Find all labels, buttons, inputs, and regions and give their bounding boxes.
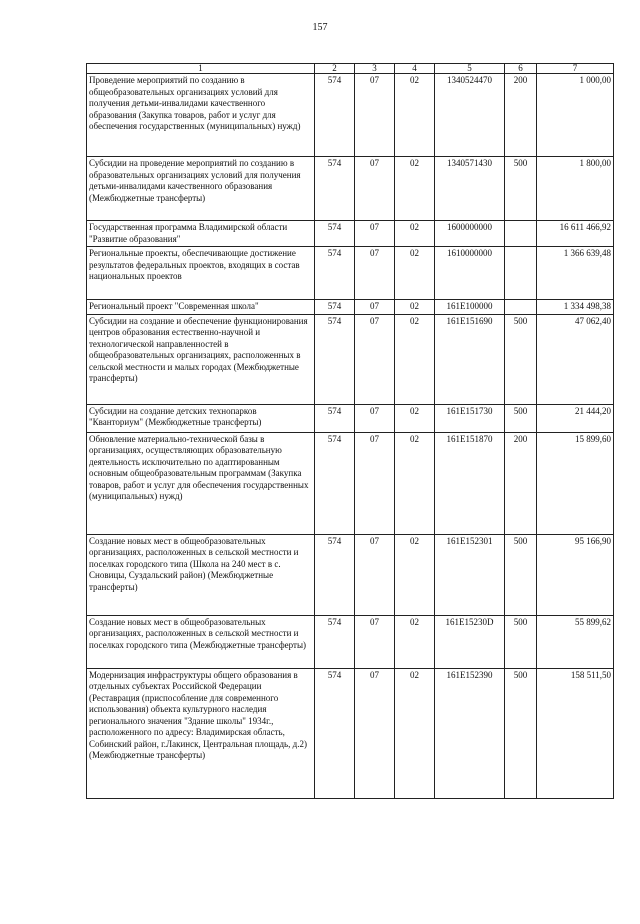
row-amount: 15 899,60 (537, 432, 614, 534)
row-code-3: 07 (355, 157, 395, 221)
page-number: 157 (312, 22, 328, 33)
table-row (87, 668, 614, 798)
table-row (87, 432, 614, 534)
row-code-6: 200 (505, 432, 537, 534)
row-amount: 21 444,20 (537, 404, 614, 432)
row-amount: 1 334 498,38 (537, 300, 614, 315)
row-code-3: 07 (355, 221, 395, 247)
row-code-5: 161E100000 (435, 300, 505, 315)
row-code-5: 161E151730 (435, 404, 505, 432)
col-header-6: 6 (505, 64, 537, 74)
row-amount: 158 511,50 (537, 668, 614, 798)
row-code-2: 574 (315, 404, 355, 432)
row-code-2: 574 (315, 157, 355, 221)
row-name: Субсидии на создание детских технопарков "Кванториум" (Межбюджетные трансферты) (87, 404, 315, 432)
row-name: Государственная программа Владимирской области "Развитие образования" (87, 221, 315, 247)
row-code-3: 07 (355, 534, 395, 615)
row-code-6: 500 (505, 314, 537, 404)
row-name: Обновление материально-технической базы в организациях, осуществляющих образовательную деятельность исключительно по адаптированным основным общеобразовательным программам (Закупка товаров, работ и услуг для обеспечения государственных (муниципальных) нужд) (87, 432, 315, 534)
row-code-6: 500 (505, 404, 537, 432)
row-code-3: 07 (355, 668, 395, 798)
row-code-4: 02 (395, 432, 435, 534)
row-name: Создание новых мест в общеобразовательных организациях, расположенных в сельской местности и поселках городского типа (Школа на 240 мест в с. Сновицы, Суздальский район) (Межбюджетные трансферты) (87, 534, 315, 615)
row-code-3: 07 (355, 314, 395, 404)
row-name: Субсидии на создание и обеспечение функционирования центров образования естественно-научной и технологической направленностей в общеобразовательных организациях, расположенных в сельской местности и малых городах (Межбюджетные трансферты) (87, 314, 315, 404)
row-code-4: 02 (395, 314, 435, 404)
row-code-5: 161E151870 (435, 432, 505, 534)
col-header-1: 1 (87, 64, 315, 74)
row-code-2: 574 (315, 615, 355, 668)
row-code-5: 1600000000 (435, 221, 505, 247)
row-code-5: 1610000000 (435, 247, 505, 300)
row-code-5: 161E151690 (435, 314, 505, 404)
row-amount: 95 166,90 (537, 534, 614, 615)
row-code-2: 574 (315, 247, 355, 300)
row-code-2: 574 (315, 432, 355, 534)
row-code-3: 07 (355, 300, 395, 315)
table-row (87, 404, 614, 432)
row-code-6: 500 (505, 157, 537, 221)
row-code-5: 1340524470 (435, 74, 505, 157)
row-code-6 (505, 300, 537, 315)
row-name: Региональный проект "Современная школа" (87, 300, 315, 315)
row-code-4: 02 (395, 247, 435, 300)
row-name: Создание новых мест в общеобразовательных организациях, расположенных в сельской местности и поселках городского типа (Межбюджетные трансферты) (87, 615, 315, 668)
row-code-3: 07 (355, 615, 395, 668)
row-code-6 (505, 247, 537, 300)
row-code-5: 161E152390 (435, 668, 505, 798)
table-row (87, 314, 614, 404)
row-name: Региональные проекты, обеспечивающие достижение результатов федеральных проектов, входящих в состав национальных проектов (87, 247, 315, 300)
row-code-2: 574 (315, 221, 355, 247)
col-header-5: 5 (435, 64, 505, 74)
row-code-2: 574 (315, 314, 355, 404)
row-code-2: 574 (315, 300, 355, 315)
table-row (87, 247, 614, 300)
row-amount: 47 062,40 (537, 314, 614, 404)
row-code-4: 02 (395, 615, 435, 668)
row-code-2: 574 (315, 534, 355, 615)
table-row (87, 74, 614, 157)
row-code-4: 02 (395, 157, 435, 221)
col-header-2: 2 (315, 64, 355, 74)
col-header-7: 7 (537, 64, 614, 74)
row-name: Субсидии на проведение мероприятий по созданию в образовательных организациях условий для получения детьми-инвалидами качественного образования (Межбюджетные трансферты) (87, 157, 315, 221)
row-code-6: 500 (505, 534, 537, 615)
row-code-3: 07 (355, 432, 395, 534)
row-code-2: 574 (315, 74, 355, 157)
row-code-4: 02 (395, 300, 435, 315)
table-row (87, 157, 614, 221)
row-code-4: 02 (395, 404, 435, 432)
table-row (87, 300, 614, 315)
row-code-4: 02 (395, 534, 435, 615)
row-code-6: 200 (505, 74, 537, 157)
row-amount: 1 366 639,48 (537, 247, 614, 300)
row-amount: 1 800,00 (537, 157, 614, 221)
row-code-6 (505, 221, 537, 247)
row-amount: 55 899,62 (537, 615, 614, 668)
row-name: Модернизация инфраструктуры общего образования в отдельных субъектах Российской Федерации (Реставрация (приспособление для современного использования) объекта культурного наследия регионального значения "Здание школы" 1934г., расположенного по адресу: Владимирская область, Собинский район, г.Лакинск, Центральная площадь, д.2) (Межбюджетные трансферты) (87, 668, 315, 798)
row-name: Проведение мероприятий по созданию в общеобразовательных организациях условий для получения детьми-инвалидами качественного образования (Закупка товаров, работ и услуг для обеспечения государственных (муниципальных) нужд) (87, 74, 315, 157)
table-row (87, 221, 614, 247)
row-code-5: 161E152301 (435, 534, 505, 615)
column-number-row (87, 64, 614, 74)
row-code-3: 07 (355, 247, 395, 300)
row-amount: 16 611 466,92 (537, 221, 614, 247)
row-code-2: 574 (315, 668, 355, 798)
row-code-5: 1340571430 (435, 157, 505, 221)
table-row (87, 615, 614, 668)
row-code-4: 02 (395, 668, 435, 798)
row-code-6: 500 (505, 615, 537, 668)
table-row (87, 534, 614, 615)
row-code-4: 02 (395, 74, 435, 157)
col-header-3: 3 (355, 64, 395, 74)
row-code-4: 02 (395, 221, 435, 247)
row-code-3: 07 (355, 404, 395, 432)
budget-table (86, 63, 614, 799)
col-header-4: 4 (395, 64, 435, 74)
row-code-3: 07 (355, 74, 395, 157)
row-amount: 1 000,00 (537, 74, 614, 157)
row-code-6: 500 (505, 668, 537, 798)
row-code-5: 161E15230D (435, 615, 505, 668)
